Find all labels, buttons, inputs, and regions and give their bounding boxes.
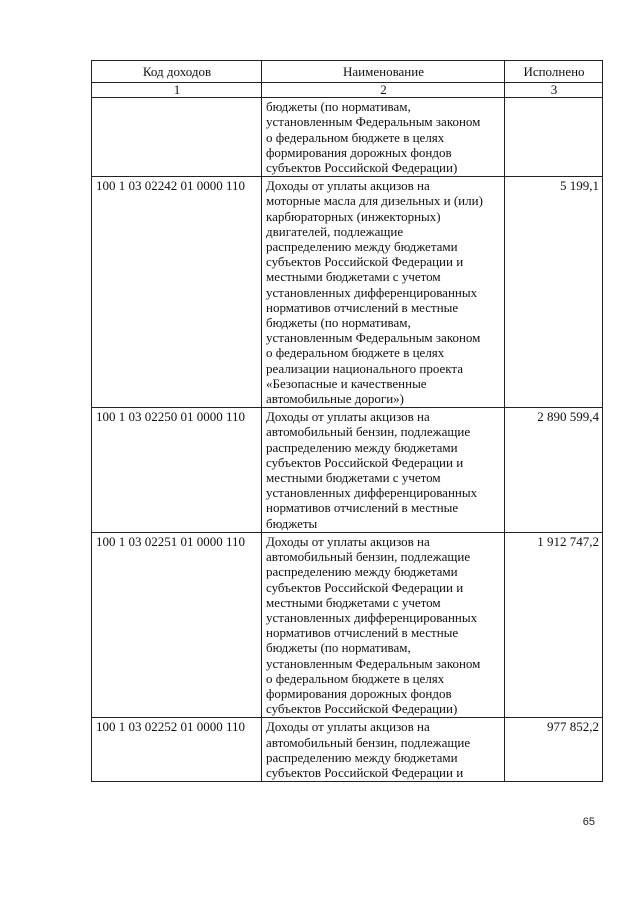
name-line: субъектов Российской Федерации и <box>266 254 464 270</box>
revenue-code-cell: 100 1 03 02250 01 0000 110 <box>92 408 262 533</box>
revenue-code-cell: 100 1 03 02252 01 0000 110 <box>92 718 262 782</box>
revenue-code-cell: 100 1 03 02242 01 0000 110 <box>92 177 262 408</box>
name-line: формирования дорожных фондов <box>266 144 452 160</box>
name-line: субъектов Российской Федерации и <box>266 764 464 780</box>
name-line: «Безопасные и качественные <box>266 375 427 391</box>
name-line: бюджеты <box>266 515 318 531</box>
name-line: автомобильный бензин, подлежащие <box>266 549 471 565</box>
name-line: распределению между бюджетами <box>266 564 458 580</box>
name-line: нормативов отчислений в местные <box>266 625 459 641</box>
name-line: о федеральном бюджете в целях <box>266 670 445 686</box>
name-line: моторные масла для дизельных и (или) <box>266 193 483 209</box>
table-row <box>92 177 603 408</box>
name-line: Доходы от уплаты акцизов на <box>266 178 430 194</box>
name-line: местными бюджетами с учетом <box>266 594 441 610</box>
name-line: установленных дифференцированных <box>266 284 478 300</box>
name-line: автомобильный бензин, подлежащие <box>266 734 471 750</box>
table-row <box>92 408 603 533</box>
name-line: бюджеты (по нормативам, <box>266 640 411 656</box>
executed-amount-cell: 2 890 599,4 <box>505 408 603 533</box>
name-line: установленных дифференцированных <box>266 609 478 625</box>
name-line: двигателей, подлежащие <box>266 223 404 239</box>
table-row <box>92 532 603 717</box>
name-line: распределению между бюджетами <box>266 439 458 455</box>
page-number: 65 <box>582 816 595 828</box>
table-body <box>92 98 603 782</box>
column-number-code: 1 <box>92 83 262 98</box>
revenue-name-cell <box>262 532 505 717</box>
name-line: о федеральном бюджете в целях <box>266 345 445 361</box>
name-line: бюджеты (по нормативам, <box>266 99 411 115</box>
executed-amount-cell <box>505 98 603 177</box>
executed-amount-cell: 1 912 747,2 <box>505 532 603 717</box>
name-line: субъектов Российской Федерации) <box>266 160 458 176</box>
name-line: бюджеты (по нормативам, <box>266 315 411 331</box>
name-line: субъектов Российской Федерации) <box>266 701 458 717</box>
revenue-name-cell <box>262 177 505 408</box>
name-line: реализации национального проекта <box>266 360 464 376</box>
revenue-name-cell <box>262 718 505 782</box>
name-line: субъектов Российской Федерации и <box>266 579 464 595</box>
revenue-table <box>91 60 603 782</box>
name-line: установленных дифференцированных <box>266 485 478 501</box>
name-line: субъектов Российской Федерации и <box>266 454 464 470</box>
header-sum: Исполнено <box>505 61 603 83</box>
name-line: установленным Федеральным законом <box>266 330 481 346</box>
name-line: Доходы от уплаты акцизов на <box>266 533 430 549</box>
column-number-name: 2 <box>262 83 505 98</box>
name-line: о федеральном бюджете в целях <box>266 129 445 145</box>
executed-amount-cell: 977 852,2 <box>505 718 603 782</box>
name-line: нормативов отчислений в местные <box>266 299 459 315</box>
revenue-code-cell: 100 1 03 02251 01 0000 110 <box>92 532 262 717</box>
name-line: установленным Федеральным законом <box>266 655 481 671</box>
name-line: Доходы от уплаты акцизов на <box>266 719 430 735</box>
name-line: распределению между бюджетами <box>266 239 458 255</box>
name-line: формирования дорожных фондов <box>266 685 452 701</box>
header-code: Код доходов <box>92 61 262 83</box>
name-line: местными бюджетами с учетом <box>266 269 441 285</box>
name-line: нормативов отчислений в местные <box>266 500 459 516</box>
name-line: автомобильный бензин, подлежащие <box>266 424 471 440</box>
executed-amount-cell: 5 199,1 <box>505 177 603 408</box>
name-line: карбюраторных (инжекторных) <box>266 208 441 224</box>
revenue-code-cell <box>92 98 262 177</box>
header-name: Наименование <box>262 61 505 83</box>
name-line: установленным Федеральным законом <box>266 114 481 130</box>
revenue-name-cell <box>262 98 505 177</box>
name-line: распределению между бюджетами <box>266 749 458 765</box>
column-number-sum: 3 <box>505 83 603 98</box>
column-number-row <box>92 83 603 98</box>
table-row <box>92 718 603 782</box>
table-header-row <box>92 61 603 83</box>
name-line: автомобильные дороги») <box>266 391 405 407</box>
name-line: Доходы от уплаты акцизов на <box>266 409 430 425</box>
name-line: местными бюджетами с учетом <box>266 470 441 486</box>
table-row <box>92 98 603 177</box>
revenue-name-cell <box>262 408 505 533</box>
